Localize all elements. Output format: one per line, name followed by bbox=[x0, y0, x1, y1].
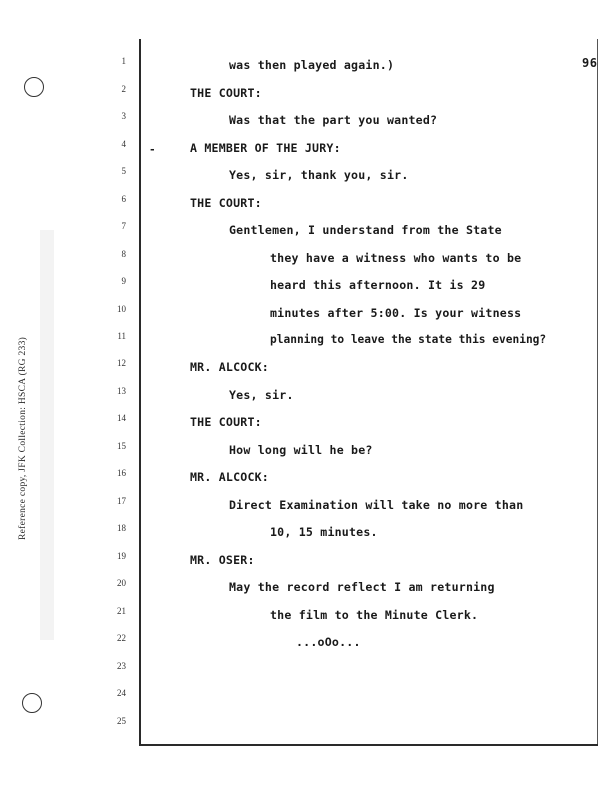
line-number: 20 bbox=[117, 578, 126, 588]
line-number: 1 bbox=[121, 56, 126, 66]
margin-mark: - bbox=[149, 143, 156, 156]
line-number: 24 bbox=[117, 688, 126, 698]
line-number: 3 bbox=[121, 111, 126, 121]
transcript-line: the film to the Minute Clerk. bbox=[270, 608, 479, 622]
line-number: 14 bbox=[117, 413, 126, 423]
line-number: 19 bbox=[117, 551, 126, 561]
transcript-line: Gentlemen, I understand from the State bbox=[229, 223, 502, 237]
line-number: 18 bbox=[117, 523, 126, 533]
line-number: 17 bbox=[117, 496, 126, 506]
transcript-line: 10, 15 minutes. bbox=[270, 525, 378, 539]
transcript-line: May the record reflect I am returning bbox=[229, 580, 495, 594]
line-number: 8 bbox=[121, 249, 126, 259]
transcript-line: they have a witness who wants to be bbox=[270, 251, 522, 265]
punch-hole-bottom bbox=[22, 693, 42, 713]
speaker-label: THE COURT: bbox=[190, 196, 262, 210]
line-number: 16 bbox=[117, 468, 126, 478]
transcript-line: Yes, sir, thank you, sir. bbox=[229, 168, 409, 182]
scan-noise bbox=[40, 230, 54, 640]
line-number: 5 bbox=[121, 166, 126, 176]
speaker-label: A MEMBER OF THE JURY: bbox=[190, 141, 341, 155]
line-number: 10 bbox=[117, 304, 126, 314]
transcript-line: minutes after 5:00. Is your witness bbox=[270, 306, 522, 320]
page-number: 96 bbox=[582, 56, 598, 70]
line-number: 25 bbox=[117, 716, 126, 726]
transcript-line: Direct Examination will take no more than bbox=[229, 498, 524, 512]
line-number: 13 bbox=[117, 386, 126, 396]
speaker-label: MR. ALCOCK: bbox=[190, 470, 269, 484]
line-number: 2 bbox=[121, 84, 126, 94]
speaker-label: THE COURT: bbox=[190, 86, 262, 100]
collection-stamp: Reference copy, JFK Collection: HSCA (RG 233) bbox=[18, 336, 28, 540]
section-end-marker: ...oOo... bbox=[296, 635, 361, 649]
line-number: 21 bbox=[117, 606, 126, 616]
transcript-line: was then played again.) bbox=[229, 58, 395, 72]
transcript-line: planning to leave the state this evening? bbox=[270, 333, 547, 346]
transcript-line: Yes, sir. bbox=[229, 388, 294, 402]
line-number: 23 bbox=[117, 661, 126, 671]
speaker-label: MR. OSER: bbox=[190, 553, 255, 567]
line-number: 12 bbox=[117, 358, 126, 368]
line-number: 22 bbox=[117, 633, 126, 643]
transcript-line: heard this afternoon. It is 29 bbox=[270, 278, 486, 292]
line-number: 11 bbox=[117, 331, 126, 341]
punch-hole-top bbox=[24, 77, 44, 97]
line-number: 15 bbox=[117, 441, 126, 451]
transcript-line: How long will he be? bbox=[229, 443, 373, 457]
speaker-label: THE COURT: bbox=[190, 415, 262, 429]
line-number: 9 bbox=[121, 276, 126, 286]
speaker-label: MR. ALCOCK: bbox=[190, 360, 269, 374]
line-number: 7 bbox=[121, 221, 126, 231]
line-number: 6 bbox=[121, 194, 126, 204]
line-number: 4 bbox=[121, 139, 126, 149]
transcript-line: Was that the part you wanted? bbox=[229, 113, 438, 127]
